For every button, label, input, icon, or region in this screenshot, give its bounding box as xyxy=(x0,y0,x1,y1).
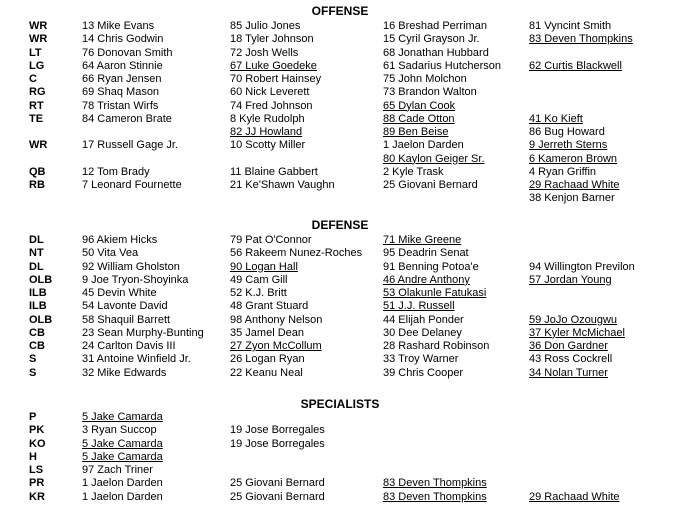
player-link[interactable]: 90 Logan Hall xyxy=(230,260,298,273)
position-label: S xyxy=(29,353,37,366)
position-label: ILB xyxy=(29,287,47,299)
player-name: 45 Devin White xyxy=(82,287,157,299)
player-name: 10 Scotty Miller xyxy=(230,139,306,152)
position-label: WR xyxy=(29,33,48,46)
player-name: 95 Deadrin Senat xyxy=(383,247,469,260)
player-name: 96 Akiem Hicks xyxy=(82,234,158,246)
player-name: 12 Tom Brady xyxy=(82,165,150,178)
depth-row xyxy=(0,60,680,73)
player-link[interactable]: 67 Luke Goedeke xyxy=(230,59,317,72)
position-label: TE xyxy=(29,112,44,125)
player-name: 58 Shaquil Barrett xyxy=(82,313,171,326)
player-name: 19 Jose Borregales xyxy=(230,437,325,450)
depth-row xyxy=(0,100,680,113)
position-label: CB xyxy=(29,340,45,352)
section-title-defense: DEFENSE xyxy=(311,218,369,232)
player-name: 26 Logan Ryan xyxy=(230,353,305,366)
player-name: 68 Jonathan Hubbard xyxy=(383,46,489,59)
player-name: 28 Rashard Robinson xyxy=(383,340,490,352)
depth-row xyxy=(0,491,680,504)
position-label: RG xyxy=(29,86,46,99)
player-name: 73 Brandon Walton xyxy=(383,86,477,99)
section-title-offense: OFFENSE xyxy=(311,4,369,18)
player-name: 16 Breshad Perriman xyxy=(383,20,487,32)
player-name: 60 Nick Leverett xyxy=(230,86,310,99)
player-name: 64 Aaron Stinnie xyxy=(82,59,163,72)
depth-row xyxy=(0,33,680,46)
depth-row xyxy=(0,367,680,380)
depth-row xyxy=(0,300,680,313)
player-name: 14 Chris Godwin xyxy=(82,33,164,46)
player-link[interactable]: 29 Rachaad White xyxy=(529,490,620,503)
player-name: 97 Zach Triner xyxy=(82,464,153,476)
player-name: 84 Cameron Brate xyxy=(82,112,172,125)
player-name: 24 Carlton Davis III xyxy=(82,340,176,352)
player-name: 54 Lavonte David xyxy=(82,300,168,313)
player-name: 78 Tristan Wirfs xyxy=(82,99,159,112)
player-name: 31 Antoine Winfield Jr. xyxy=(82,353,191,366)
player-link[interactable]: 82 JJ Howland xyxy=(230,126,303,138)
depth-row xyxy=(0,113,680,126)
player-link[interactable]: 51 J.J. Russell xyxy=(383,300,455,313)
depth-row xyxy=(0,247,680,260)
depth-row xyxy=(0,477,680,490)
player-link[interactable]: 5 Jake Camarda xyxy=(82,437,163,450)
depth-row xyxy=(0,234,680,247)
position-label: DL xyxy=(29,260,44,273)
player-link[interactable]: 41 Ko Kieft xyxy=(529,112,583,125)
player-name: 98 Anthony Nelson xyxy=(230,313,323,326)
player-name: 75 John Molchon xyxy=(383,73,467,85)
player-link[interactable]: 36 Don Gardner xyxy=(529,340,608,352)
position-label: OLB xyxy=(29,313,53,326)
position-label: CB xyxy=(29,326,45,339)
depth-row xyxy=(0,192,680,205)
position-label: RB xyxy=(29,179,45,191)
player-name: 79 Pat O'Connor xyxy=(230,234,312,246)
depth-row xyxy=(0,424,680,437)
position-label: WR xyxy=(29,139,48,152)
depth-row xyxy=(0,73,680,86)
depth-row xyxy=(0,438,680,451)
player-name: 17 Russell Gage Jr. xyxy=(82,139,178,152)
position-label: WR xyxy=(29,20,48,32)
player-name: 7 Leonard Fournette xyxy=(82,179,182,191)
player-name: 38 Kenjon Barner xyxy=(529,192,615,205)
player-name: 25 Giovani Bernard xyxy=(230,490,325,503)
depth-row xyxy=(0,314,680,327)
player-name: 22 Keanu Neal xyxy=(230,366,303,379)
player-link[interactable]: 57 Jordan Young xyxy=(529,273,612,286)
player-link[interactable]: 34 Nolan Turner xyxy=(529,366,608,379)
player-name: 19 Jose Borregales xyxy=(230,424,325,437)
player-name: 23 Sean Murphy-Bunting xyxy=(82,326,204,339)
position-label: LT xyxy=(29,46,42,59)
position-label: RT xyxy=(29,99,44,112)
depth-row xyxy=(0,139,680,152)
position-label: ILB xyxy=(29,300,47,313)
player-name: 25 Giovani Bernard xyxy=(230,477,325,490)
player-name: 56 Rakeem Nunez-Roches xyxy=(230,247,363,260)
player-name: 86 Bug Howard xyxy=(529,126,605,138)
player-name: 8 Kyle Rudolph xyxy=(230,112,305,125)
player-name: 70 Robert Hainsey xyxy=(230,73,322,85)
position-label: QB xyxy=(29,165,46,178)
depth-row xyxy=(0,166,680,179)
player-name: 9 Joe Tryon-Shoyinka xyxy=(82,273,189,286)
position-label: C xyxy=(29,73,37,85)
player-link[interactable]: 62 Curtis Blackwell xyxy=(529,59,622,72)
position-label: PK xyxy=(29,424,45,437)
position-label: DL xyxy=(29,234,44,246)
position-label: LG xyxy=(29,59,45,72)
depth-row xyxy=(0,411,680,424)
player-link[interactable]: 59 JoJo Ozougwu xyxy=(529,313,618,326)
player-name: 21 Ke'Shawn Vaughn xyxy=(230,179,335,191)
player-name: 44 Elijah Ponder xyxy=(383,313,464,326)
player-name: 1 Jaelon Darden xyxy=(82,477,163,490)
player-link[interactable]: 9 Jerreth Sterns xyxy=(529,139,608,152)
player-name: 85 Julio Jones xyxy=(230,20,301,32)
player-name: 49 Cam Gill xyxy=(230,273,288,286)
player-name: 33 Troy Warner xyxy=(383,353,459,366)
player-name: 4 Ryan Griffin xyxy=(529,165,597,178)
position-label: NT xyxy=(29,247,44,260)
player-name: 43 Ross Cockrell xyxy=(529,353,613,366)
player-name: 35 Jamel Dean xyxy=(230,326,304,339)
player-name: 76 Donovan Smith xyxy=(82,46,173,59)
position-label: KO xyxy=(29,437,46,450)
player-name: 48 Grant Stuard xyxy=(230,300,309,313)
player-link[interactable]: 5 Jake Camarda xyxy=(82,450,163,463)
player-name: 3 Ryan Succop xyxy=(82,424,157,437)
depth-row xyxy=(0,287,680,300)
position-label: OLB xyxy=(29,273,53,286)
player-link[interactable]: 29 Rachaad White xyxy=(529,179,620,191)
player-link[interactable]: 5 Jake Camarda xyxy=(82,411,163,423)
player-link[interactable]: 65 Dylan Cook xyxy=(383,99,456,112)
depth-row xyxy=(0,20,680,33)
player-name: 69 Shaq Mason xyxy=(82,86,160,99)
depth-row xyxy=(0,86,680,99)
player-name: 92 William Gholston xyxy=(82,260,180,273)
position-label: P xyxy=(29,411,37,423)
player-link[interactable]: 6 Kameron Brown xyxy=(529,152,618,165)
player-name: 2 Kyle Trask xyxy=(383,165,444,178)
player-link[interactable]: 88 Cade Otton xyxy=(383,112,455,125)
player-name: 61 Sadarius Hutcherson xyxy=(383,59,502,72)
position-label: PR xyxy=(29,477,45,490)
player-link[interactable]: 83 Deven Thompkins xyxy=(383,490,487,503)
depth-row xyxy=(0,153,680,166)
player-name: 1 Jaelon Darden xyxy=(383,139,464,152)
player-name: 30 Dee Delaney xyxy=(383,326,462,339)
player-name: 72 Josh Wells xyxy=(230,46,299,59)
player-name: 74 Fred Johnson xyxy=(230,99,313,112)
depth-row xyxy=(0,464,680,477)
depth-row xyxy=(0,340,680,353)
player-link[interactable]: 89 Ben Beise xyxy=(383,126,449,138)
depth-row xyxy=(0,451,680,464)
player-link[interactable]: 80 Kaylon Geiger Sr. xyxy=(383,152,485,165)
depth-row xyxy=(0,274,680,287)
player-link[interactable]: 27 Zyon McCollum xyxy=(230,340,322,352)
player-name: 39 Chris Cooper xyxy=(383,366,464,379)
depth-row xyxy=(0,126,680,139)
player-name: 66 Ryan Jensen xyxy=(82,73,162,85)
position-label: S xyxy=(29,366,37,379)
position-label: H xyxy=(29,450,37,463)
player-name: 94 Willington Previlon xyxy=(529,260,635,273)
player-name: 50 Vita Vea xyxy=(82,247,139,260)
player-link[interactable]: 37 Kyler McMichael xyxy=(529,326,625,339)
position-label: LS xyxy=(29,464,44,476)
player-name: 1 Jaelon Darden xyxy=(82,490,163,503)
depth-row xyxy=(0,47,680,60)
player-name: 13 Mike Evans xyxy=(82,20,155,32)
depth-row xyxy=(0,327,680,340)
player-name: 32 Mike Edwards xyxy=(82,366,167,379)
player-link[interactable]: 83 Deven Thompkins xyxy=(383,477,487,490)
player-name: 18 Tyler Johnson xyxy=(230,33,314,46)
depth-row xyxy=(0,179,680,192)
player-name: 25 Giovani Bernard xyxy=(383,179,478,191)
depth-row xyxy=(0,261,680,274)
section-title-specialists: SPECIALISTS xyxy=(300,397,380,411)
depth-row xyxy=(0,353,680,366)
player-link[interactable]: 83 Deven Thompkins xyxy=(529,33,633,46)
player-name: 91 Benning Potoa'e xyxy=(383,260,479,273)
player-link[interactable]: 53 Olakunle Fatukasi xyxy=(383,287,487,299)
player-name: 15 Cyril Grayson Jr. xyxy=(383,33,480,46)
player-name: 81 Vyncint Smith xyxy=(529,20,612,32)
position-label: KR xyxy=(29,490,45,503)
player-link[interactable]: 71 Mike Greene xyxy=(383,234,462,246)
player-link[interactable]: 46 Andre Anthony xyxy=(383,273,470,286)
player-name: 52 K.J. Britt xyxy=(230,287,287,299)
player-name: 11 Blaine Gabbert xyxy=(230,165,318,178)
